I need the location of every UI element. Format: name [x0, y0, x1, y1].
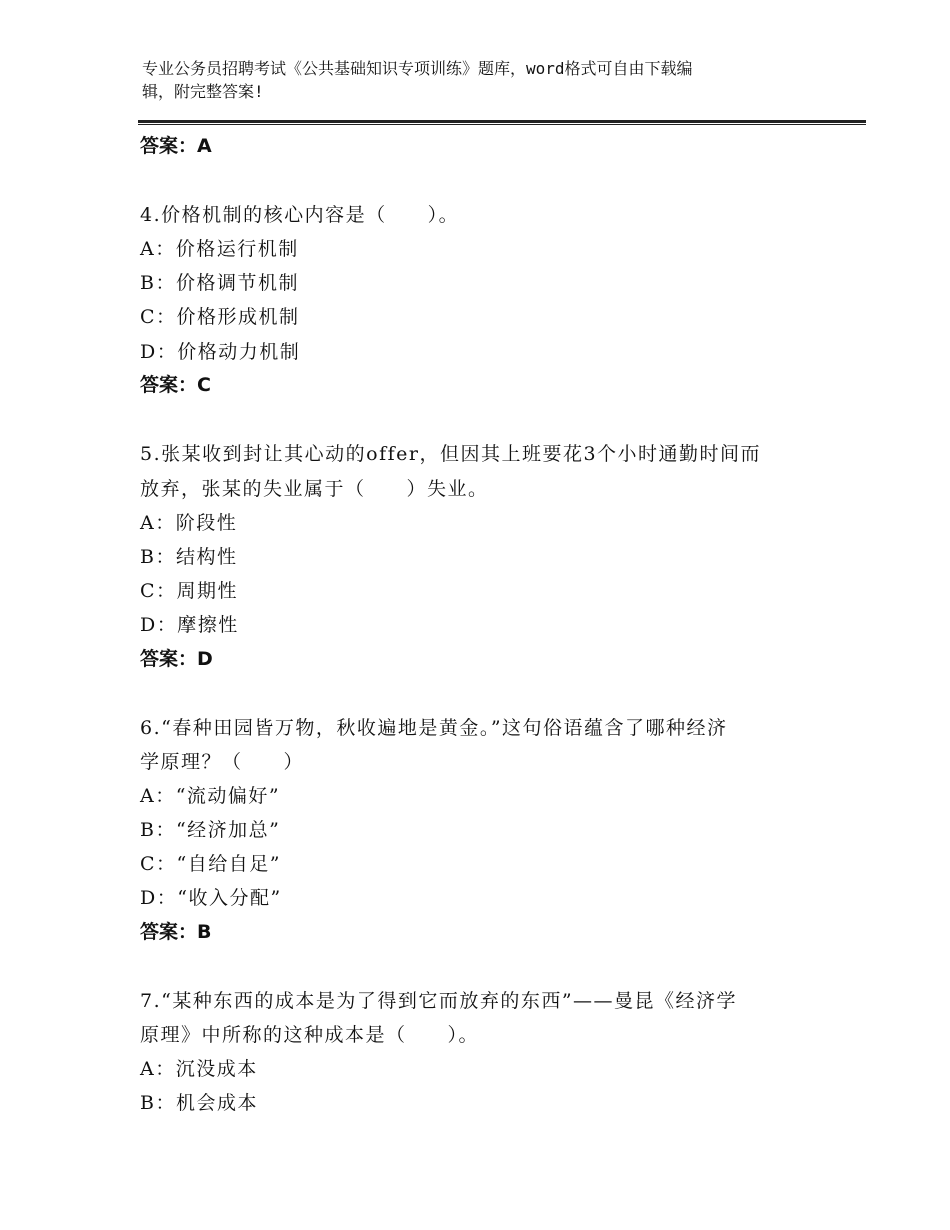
question-4-option-c: C：价格形成机制: [140, 306, 300, 328]
question-5-option-d: D：摩擦性: [140, 614, 239, 636]
header-divider: [138, 120, 866, 125]
page-header: [142, 57, 802, 103]
question-4-option-d: D：价格动力机制: [140, 341, 301, 363]
question-4-option-a: A：价格运行机制: [140, 238, 299, 260]
question-5-stem-line-2: 放弃，张某的失业属于（ ）失业。: [140, 478, 489, 500]
question-4-answer: 答案：C: [140, 374, 211, 396]
question-6-option-b: B：“经济加总”: [140, 819, 281, 841]
header-line-2: 辑，附完整答案!: [142, 82, 264, 101]
question-6-stem-line-1: 6.“春种田园皆万物，秋收遍地是黄金。”这句俗语蕴含了哪种经济: [140, 717, 728, 739]
question-6-answer: 答案：B: [140, 921, 212, 943]
question-5-option-c: C：周期性: [140, 580, 239, 602]
question-6-stem-line-2: 学原理？（ ）: [140, 751, 305, 773]
question-5-answer: 答案：D: [140, 648, 213, 670]
question-7-option-a: A：沉没成本: [140, 1058, 258, 1080]
question-5-option-b: B：结构性: [140, 546, 238, 568]
question-7-stem-line-2: 原理》中所称的这种成本是（ ）。: [140, 1024, 480, 1046]
answer-previous: 答案：A: [140, 135, 212, 157]
question-5-stem-line-1: 5.张某收到封让其心动的offer，但因其上班要花3个小时通勤时间而: [140, 443, 762, 465]
question-4-option-b: B：价格调节机制: [140, 272, 299, 294]
question-4-stem: 4.价格机制的核心内容是（ ）。: [140, 204, 460, 226]
question-6-option-d: D：“收入分配”: [140, 887, 282, 909]
question-7-option-b: B：机会成本: [140, 1092, 258, 1114]
question-5-option-a: A：阶段性: [140, 512, 238, 534]
question-6-option-a: A：“流动偏好”: [140, 785, 281, 807]
header-line-1: 专业公务员招聘考试《公共基础知识专项训练》题库，word格式可自由下载编: [142, 59, 693, 78]
question-6-option-c: C：“自给自足”: [140, 853, 281, 875]
question-7-stem-line-1: 7.“某种东西的成本是为了得到它而放弃的东西”——曼昆《经济学: [140, 990, 738, 1012]
